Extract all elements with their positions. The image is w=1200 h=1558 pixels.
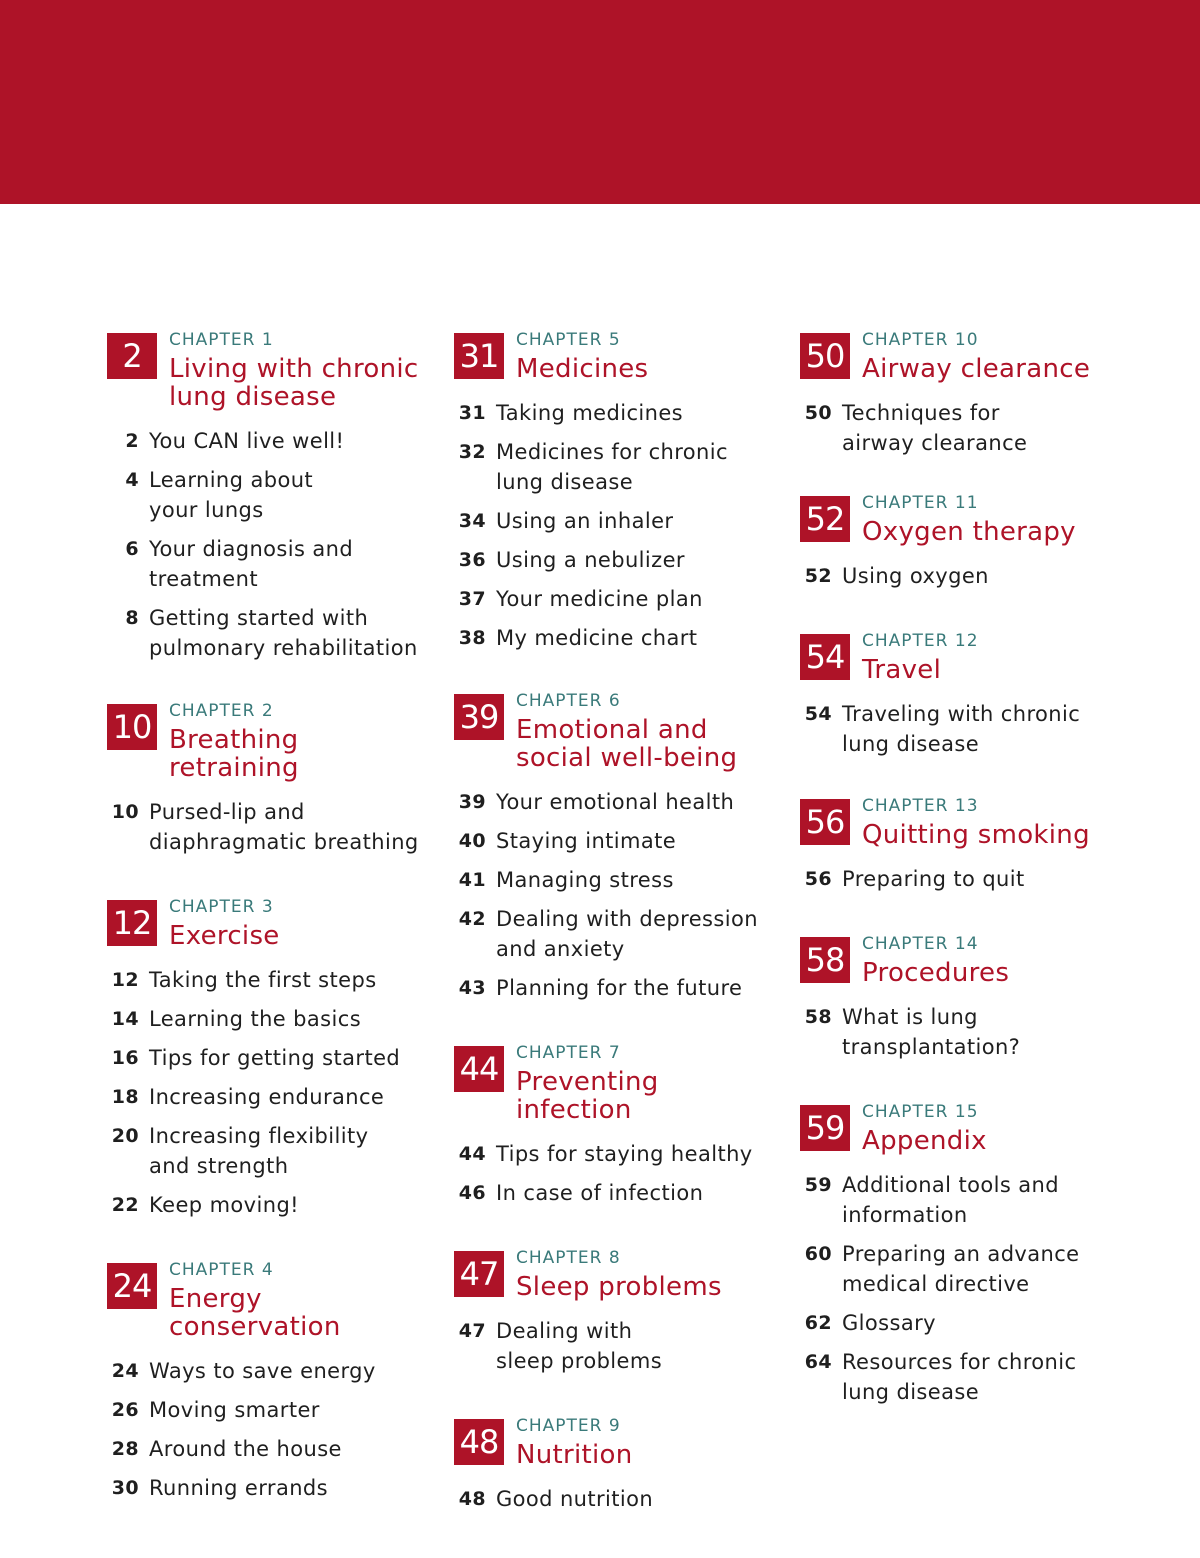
chapter-title-line: Procedures <box>862 958 1010 988</box>
chapter-title <box>516 716 789 772</box>
entry-page-number: 43 <box>458 977 486 999</box>
chapter-title-line: Preventing <box>516 1067 659 1097</box>
chapter-entries <box>800 398 1120 458</box>
chapter-title <box>862 656 1120 684</box>
chapter-title-line: Airway clearance <box>862 354 1091 384</box>
entry-text-line: Good nutrition <box>496 1487 654 1511</box>
toc-column-1 <box>107 290 442 1512</box>
toc-entry[interactable] <box>800 398 1120 458</box>
entry-page-number: 12 <box>111 969 139 991</box>
chapter-title-line: Nutrition <box>516 1440 633 1470</box>
entry-page-number: 60 <box>804 1243 832 1265</box>
entry-text <box>496 623 789 653</box>
entry-text-line: Staying intimate <box>496 829 677 853</box>
entry-page-number: 42 <box>458 908 486 930</box>
chapter-block <box>454 330 789 653</box>
entry-text <box>149 965 442 995</box>
chapter-title-line: Oxygen therapy <box>862 517 1076 547</box>
entry-text-line: Preparing to quit <box>842 867 1025 891</box>
entry-text-line: Tips for getting started <box>149 1046 401 1070</box>
chapter-block <box>454 1043 789 1208</box>
toc-entry[interactable] <box>107 603 442 663</box>
chapter-number-label: CHAPTER 7 <box>516 1043 621 1063</box>
toc-entry[interactable] <box>800 561 1120 591</box>
chapter-title-line: Quitting smoking <box>862 820 1090 850</box>
chapter-block <box>454 691 789 1003</box>
entry-text-line: Your medicine plan <box>496 587 703 611</box>
chapter-title <box>862 821 1120 849</box>
chapter-title <box>516 1273 789 1301</box>
entry-text-line: Preparing an advance <box>842 1242 1080 1266</box>
chapter-heading-text <box>862 631 1120 684</box>
entry-text <box>842 398 1120 458</box>
entry-text-line: your lungs <box>149 498 264 522</box>
chapter-number-label: CHAPTER 4 <box>169 1260 274 1280</box>
toc-entry[interactable] <box>107 1473 442 1503</box>
entry-page-number: 38 <box>458 627 486 649</box>
entry-page-number: 16 <box>111 1047 139 1069</box>
toc-entry[interactable] <box>107 965 442 995</box>
entry-text-line: Around the house <box>149 1437 342 1461</box>
entry-text-line: Running errands <box>149 1476 328 1500</box>
toc-entry[interactable] <box>107 1043 442 1073</box>
chapter-title <box>516 355 789 383</box>
chapter-heading[interactable] <box>800 631 1120 684</box>
entry-text <box>496 437 789 497</box>
entry-page-number: 31 <box>458 402 486 424</box>
toc-entry[interactable] <box>107 465 442 525</box>
chapter-heading-text <box>169 701 442 782</box>
chapter-entries <box>107 1356 442 1503</box>
toc-entry[interactable] <box>800 864 1120 894</box>
entry-text <box>496 826 789 856</box>
entry-text-line: Getting started with <box>149 606 369 630</box>
toc-entry[interactable] <box>800 1002 1120 1062</box>
entry-text-line: Using an inhaler <box>496 509 674 533</box>
entry-page-number: 22 <box>111 1194 139 1216</box>
toc-entry[interactable] <box>454 506 789 536</box>
entry-page-number: 46 <box>458 1182 486 1204</box>
chapter-number-label: CHAPTER 9 <box>516 1416 621 1436</box>
entry-page-number: 4 <box>125 469 139 491</box>
entry-text <box>496 545 789 575</box>
entry-text <box>149 1473 442 1503</box>
chapter-heading-text <box>169 897 442 950</box>
entry-text-line: Dealing with depression <box>496 907 758 931</box>
chapter-entries <box>107 965 442 1220</box>
chapter-entries <box>800 561 1120 591</box>
chapter-title-line: social well-being <box>516 743 738 773</box>
chapter-entries <box>454 1316 789 1376</box>
chapter-entries <box>107 797 442 857</box>
entry-text <box>496 904 789 964</box>
entry-text-line: Glossary <box>842 1311 936 1335</box>
toc-column-3 <box>800 290 1120 1416</box>
chapter-number-label: CHAPTER 15 <box>862 1102 979 1122</box>
entry-page-number: 47 <box>458 1320 486 1342</box>
chapter-page-badge: 54 <box>800 634 850 680</box>
entry-page-number: 50 <box>804 402 832 424</box>
chapter-title-line: infection <box>516 1095 632 1125</box>
entry-text-line: treatment <box>149 567 258 591</box>
chapter-page-badge: 50 <box>800 333 850 379</box>
chapter-heading-text <box>516 1043 789 1124</box>
chapter-title-line: Exercise <box>169 921 280 951</box>
chapter-entries <box>454 1484 789 1514</box>
chapter-page-badge: 56 <box>800 799 850 845</box>
chapter-heading-text <box>516 1416 789 1469</box>
entry-text <box>149 1121 442 1181</box>
entry-page-number: 37 <box>458 588 486 610</box>
toc-entry[interactable] <box>454 865 789 895</box>
toc-entry[interactable] <box>454 545 789 575</box>
entry-text-line: Tips for staying healthy <box>496 1142 753 1166</box>
entry-page-number: 8 <box>125 607 139 629</box>
toc-entry[interactable] <box>107 1434 442 1464</box>
entry-text <box>496 973 789 1003</box>
entry-text-line: Learning about <box>149 468 314 492</box>
entry-text-line: Taking medicines <box>496 401 684 425</box>
entry-page-number: 56 <box>804 868 832 890</box>
entry-page-number: 52 <box>804 565 832 587</box>
entry-text-line: Medicines for chronic <box>496 440 728 464</box>
chapter-block <box>454 1416 789 1514</box>
toc-entry[interactable] <box>107 1356 442 1386</box>
entry-page-number: 28 <box>111 1438 139 1460</box>
entry-text-line: lung disease <box>842 1380 980 1404</box>
entry-text <box>842 1347 1120 1407</box>
entry-text-line: Managing stress <box>496 868 674 892</box>
chapter-title <box>862 355 1120 383</box>
entry-text <box>149 426 442 456</box>
chapter-number-label: CHAPTER 12 <box>862 631 979 651</box>
chapter-heading-text <box>862 796 1120 849</box>
chapter-block <box>800 934 1120 1062</box>
chapter-title-line: Energy <box>169 1284 262 1314</box>
toc-entry[interactable] <box>800 1239 1120 1299</box>
chapter-heading[interactable] <box>454 691 789 772</box>
entry-page-number: 41 <box>458 869 486 891</box>
entry-text <box>842 1170 1120 1230</box>
entry-text-line: lung disease <box>496 470 634 494</box>
entry-text-line: sleep problems <box>496 1349 663 1373</box>
toc-entry[interactable] <box>454 973 789 1003</box>
chapter-heading[interactable] <box>107 897 442 950</box>
chapter-block <box>107 1260 442 1503</box>
entry-page-number: 24 <box>111 1360 139 1382</box>
chapter-block <box>454 1248 789 1376</box>
chapter-block <box>800 493 1120 591</box>
toc-entry[interactable] <box>800 1308 1120 1338</box>
toc-entry[interactable] <box>107 1395 442 1425</box>
chapter-heading[interactable] <box>800 1102 1120 1155</box>
chapter-heading[interactable] <box>800 493 1120 546</box>
entry-text-line: Taking the first steps <box>149 968 377 992</box>
chapter-page-badge: 59 <box>800 1105 850 1151</box>
entry-text-line: Increasing flexibility <box>149 1124 369 1148</box>
chapter-heading[interactable] <box>454 330 789 383</box>
entry-text-line: and anxiety <box>496 937 625 961</box>
entry-text-line: Pursed-lip and <box>149 800 305 824</box>
chapter-title <box>169 922 442 950</box>
chapter-block <box>107 701 442 857</box>
entry-text-line: Traveling with chronic <box>842 702 1081 726</box>
chapter-heading-text <box>862 493 1120 546</box>
toc-entry[interactable] <box>454 584 789 614</box>
toc-entry[interactable] <box>454 904 789 964</box>
chapter-title <box>169 726 442 782</box>
toc-entry[interactable] <box>454 398 789 428</box>
chapter-title-line: retraining <box>169 753 299 783</box>
chapter-title-line: Breathing <box>169 725 299 755</box>
chapter-heading-text <box>516 1248 789 1301</box>
toc-entry[interactable] <box>454 826 789 856</box>
chapter-block <box>107 330 442 663</box>
chapter-heading-text <box>862 330 1120 383</box>
entry-page-number: 40 <box>458 830 486 852</box>
entry-text-line: Dealing with <box>496 1319 633 1343</box>
chapter-page-badge: 12 <box>107 900 157 946</box>
chapter-entries <box>454 398 789 653</box>
entry-text <box>496 787 789 817</box>
chapter-heading-text <box>169 330 442 411</box>
entry-text-line: Techniques for <box>842 401 1000 425</box>
entry-text-line: transplantation? <box>842 1035 1021 1059</box>
toc-entry[interactable] <box>454 437 789 497</box>
entry-text <box>496 398 789 428</box>
entry-text-line: lung disease <box>842 732 980 756</box>
chapter-heading-text <box>862 1102 1120 1155</box>
entry-text <box>842 1002 1120 1062</box>
toc-entry[interactable] <box>454 1139 789 1169</box>
chapter-heading-text <box>516 330 789 383</box>
chapter-heading[interactable] <box>107 701 442 782</box>
chapter-heading[interactable] <box>107 330 442 411</box>
toc-entry[interactable] <box>800 1347 1120 1407</box>
chapter-entries <box>800 1002 1120 1062</box>
chapter-block <box>107 897 442 1220</box>
chapter-block <box>800 330 1120 458</box>
chapter-title-line: lung disease <box>169 382 337 412</box>
entry-text-line: My medicine chart <box>496 626 698 650</box>
entry-page-number: 64 <box>804 1351 832 1373</box>
entry-text-line: Moving smarter <box>149 1398 320 1422</box>
entry-text <box>149 603 442 663</box>
chapter-page-badge: 10 <box>107 704 157 750</box>
toc-entry[interactable] <box>107 1121 442 1181</box>
chapter-block <box>800 796 1120 894</box>
entry-text <box>842 561 1120 591</box>
chapter-page-badge: 24 <box>107 1263 157 1309</box>
chapter-title <box>516 1441 789 1469</box>
chapter-title <box>862 1127 1120 1155</box>
chapter-title-line: Appendix <box>862 1126 987 1156</box>
entry-page-number: 2 <box>125 430 139 452</box>
chapter-entries <box>454 1139 789 1208</box>
chapter-page-badge: 39 <box>454 694 504 740</box>
entry-text-line: Ways to save energy <box>149 1359 376 1383</box>
toc-entry[interactable] <box>800 1170 1120 1230</box>
entry-page-number: 39 <box>458 791 486 813</box>
entry-text-line: Using a nebulizer <box>496 548 685 572</box>
toc-entry[interactable] <box>107 1004 442 1034</box>
chapter-heading-text <box>516 691 789 772</box>
entry-page-number: 44 <box>458 1143 486 1165</box>
chapter-heading-text <box>862 934 1120 987</box>
entry-text <box>496 506 789 536</box>
chapter-number-label: CHAPTER 1 <box>169 330 274 350</box>
entry-page-number: 54 <box>804 703 832 725</box>
chapter-heading[interactable] <box>454 1416 789 1469</box>
entry-page-number: 18 <box>111 1086 139 1108</box>
toc-entry[interactable] <box>107 797 442 857</box>
chapter-title <box>169 1285 442 1341</box>
entry-text <box>842 699 1120 759</box>
chapter-number-label: CHAPTER 11 <box>862 493 979 513</box>
chapter-entries <box>800 864 1120 894</box>
entry-text-line: medical directive <box>842 1272 1030 1296</box>
toc-entry[interactable] <box>107 534 442 594</box>
entry-page-number: 32 <box>458 441 486 463</box>
entry-text <box>842 1308 1120 1338</box>
entry-text <box>496 584 789 614</box>
chapter-page-badge: 31 <box>454 333 504 379</box>
entry-text-line: Your emotional health <box>496 790 735 814</box>
entry-text <box>149 1190 442 1220</box>
entry-text <box>496 1484 789 1514</box>
chapter-heading[interactable] <box>107 1260 442 1341</box>
entry-text-line: and strength <box>149 1154 289 1178</box>
chapter-number-label: CHAPTER 6 <box>516 691 621 711</box>
chapter-block <box>800 1102 1120 1407</box>
chapter-title <box>169 355 442 411</box>
entry-page-number: 26 <box>111 1399 139 1421</box>
entry-page-number: 20 <box>111 1125 139 1147</box>
chapter-heading[interactable] <box>800 796 1120 849</box>
toc-entry[interactable] <box>107 1082 442 1112</box>
chapter-page-badge: 44 <box>454 1046 504 1092</box>
entry-text-line: What is lung <box>842 1005 978 1029</box>
chapter-page-badge: 47 <box>454 1251 504 1297</box>
chapter-page-badge: 48 <box>454 1419 504 1465</box>
entry-text <box>149 1082 442 1112</box>
chapter-number-label: CHAPTER 3 <box>169 897 274 917</box>
entry-text-line: Using oxygen <box>842 564 989 588</box>
chapter-title-line: Travel <box>862 655 942 685</box>
toc-entry[interactable] <box>107 426 442 456</box>
toc-entry[interactable] <box>454 1178 789 1208</box>
entry-text-line: airway clearance <box>842 431 1028 455</box>
chapter-entries <box>454 787 789 1003</box>
entry-text <box>149 1043 442 1073</box>
entry-page-number: 62 <box>804 1312 832 1334</box>
chapter-title-line: Emotional and <box>516 715 708 745</box>
toc-entry[interactable] <box>454 1484 789 1514</box>
entry-page-number: 58 <box>804 1006 832 1028</box>
chapter-number-label: CHAPTER 8 <box>516 1248 621 1268</box>
entry-page-number: 14 <box>111 1008 139 1030</box>
chapter-title-line: conservation <box>169 1312 341 1342</box>
toc-column-2 <box>454 290 789 1523</box>
chapter-title <box>516 1068 789 1124</box>
entry-text <box>149 1004 442 1034</box>
entry-page-number: 10 <box>111 801 139 823</box>
entry-page-number: 30 <box>111 1477 139 1499</box>
entry-text <box>842 1239 1120 1299</box>
chapter-title-line: Medicines <box>516 354 649 384</box>
entry-text <box>496 1178 789 1208</box>
header-banner <box>0 0 1200 204</box>
entry-text <box>149 534 442 594</box>
toc-entry[interactable] <box>800 699 1120 759</box>
chapter-number-label: CHAPTER 13 <box>862 796 979 816</box>
entry-text-line: Increasing endurance <box>149 1085 385 1109</box>
chapter-title-line: Living with chronic <box>169 354 419 384</box>
entry-text <box>149 1356 442 1386</box>
toc-entry[interactable] <box>107 1190 442 1220</box>
toc-entry[interactable] <box>454 787 789 817</box>
entry-text <box>149 797 442 857</box>
chapter-heading[interactable] <box>454 1248 789 1301</box>
entry-text-line: Additional tools and <box>842 1173 1059 1197</box>
entry-page-number: 6 <box>125 538 139 560</box>
entry-text <box>842 864 1120 894</box>
chapter-entries <box>107 426 442 663</box>
entry-text <box>496 1139 789 1169</box>
entry-page-number: 59 <box>804 1174 832 1196</box>
entry-text <box>149 465 442 525</box>
chapter-number-label: CHAPTER 14 <box>862 934 979 954</box>
entry-text <box>496 1316 789 1376</box>
entry-text-line: Your diagnosis and <box>149 537 354 561</box>
chapter-page-badge: 58 <box>800 937 850 983</box>
entry-text-line: You CAN live well! <box>149 429 345 453</box>
entry-text-line: Resources for chronic <box>842 1350 1077 1374</box>
chapter-heading[interactable] <box>800 934 1120 987</box>
entry-text-line: diaphragmatic breathing <box>149 830 419 854</box>
entry-page-number: 48 <box>458 1488 486 1510</box>
entry-text-line: In case of infection <box>496 1181 704 1205</box>
chapter-heading[interactable] <box>800 330 1120 383</box>
entry-text-line: Learning the basics <box>149 1007 362 1031</box>
toc-entry[interactable] <box>454 1316 789 1376</box>
entry-text <box>149 1395 442 1425</box>
entry-text-line: pulmonary rehabilitation <box>149 636 418 660</box>
entry-text-line: Keep moving! <box>149 1193 299 1217</box>
chapter-number-label: CHAPTER 10 <box>862 330 979 350</box>
chapter-heading[interactable] <box>454 1043 789 1124</box>
entry-page-number: 34 <box>458 510 486 532</box>
toc-entry[interactable] <box>454 623 789 653</box>
chapter-heading-text <box>169 1260 442 1341</box>
chapter-page-badge: 2 <box>107 333 157 379</box>
chapter-title <box>862 518 1120 546</box>
chapter-title <box>862 959 1120 987</box>
chapter-entries <box>800 699 1120 759</box>
entry-page-number: 36 <box>458 549 486 571</box>
chapter-number-label: CHAPTER 5 <box>516 330 621 350</box>
chapter-entries <box>800 1170 1120 1407</box>
entry-text <box>496 865 789 895</box>
chapter-title-line: Sleep problems <box>516 1272 722 1302</box>
entry-text <box>149 1434 442 1464</box>
entry-text-line: information <box>842 1203 968 1227</box>
chapter-page-badge: 52 <box>800 496 850 542</box>
chapter-block <box>800 631 1120 759</box>
chapter-number-label: CHAPTER 2 <box>169 701 274 721</box>
entry-text-line: Planning for the future <box>496 976 743 1000</box>
